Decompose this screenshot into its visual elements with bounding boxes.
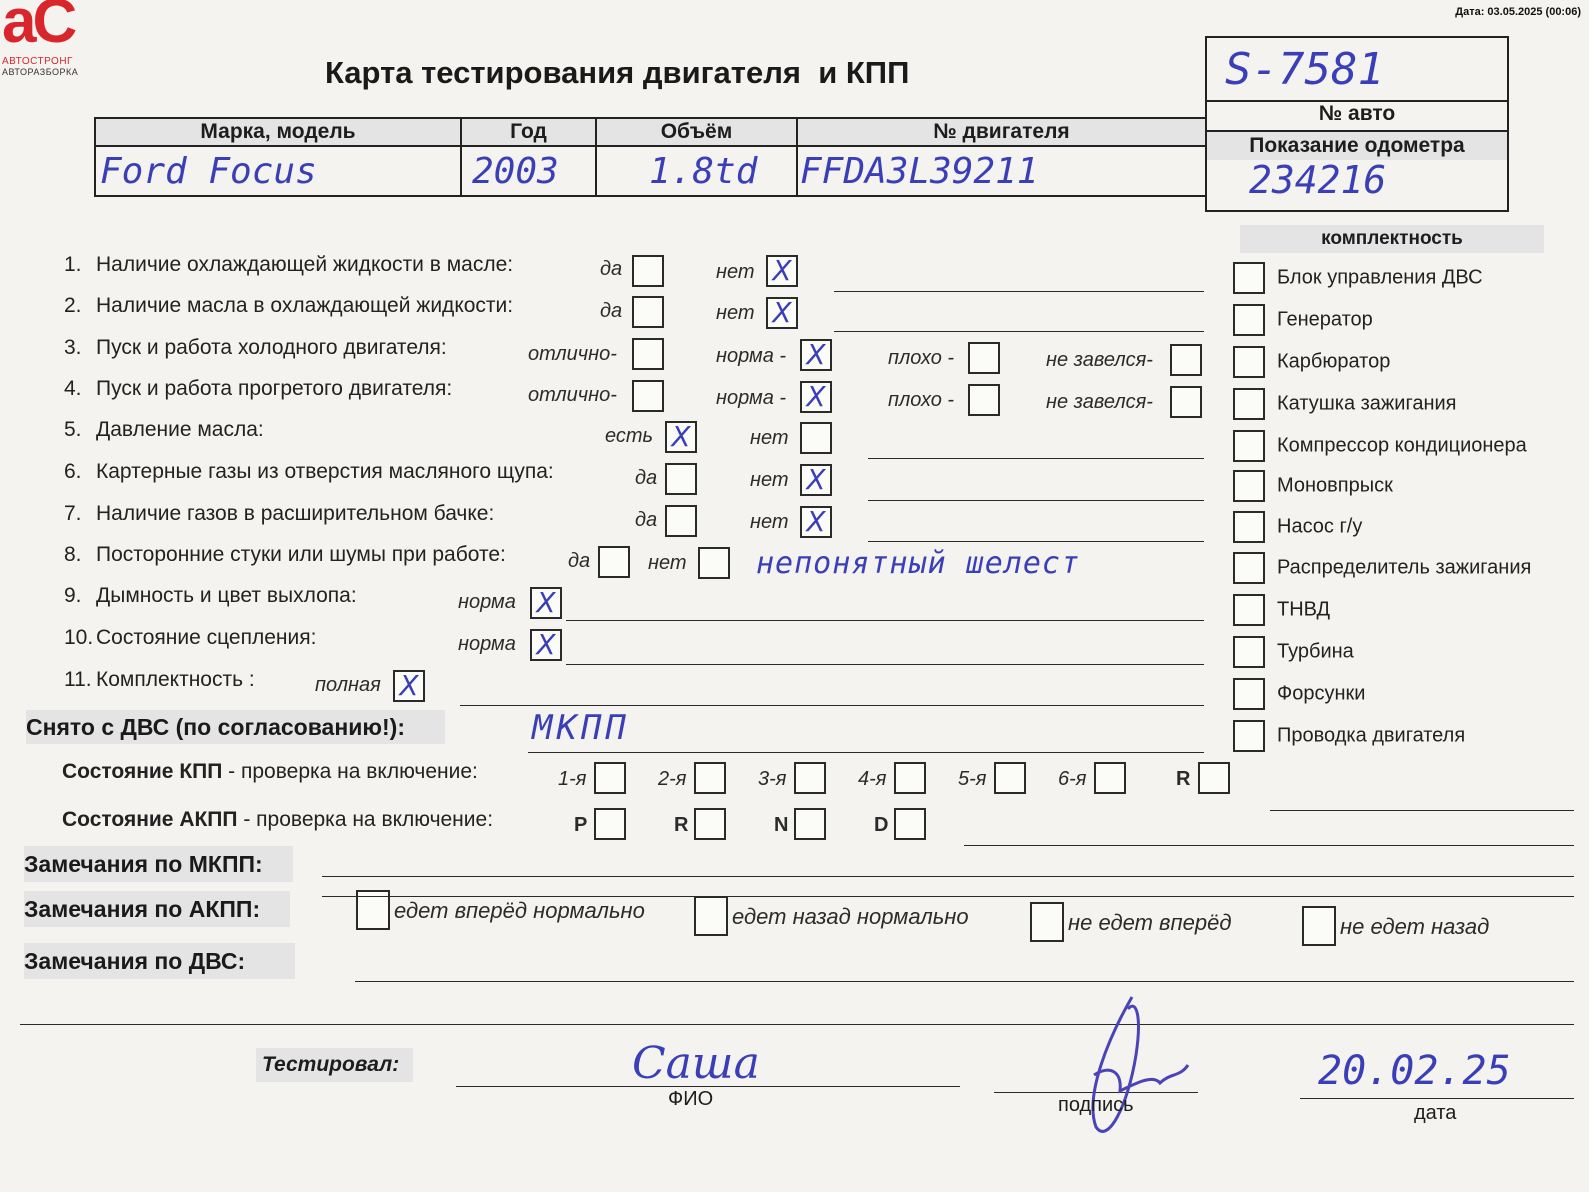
q2-opt-no-label: нет	[716, 302, 755, 324]
question-1: 1. Наличие охлаждающей жидкости в масле:	[64, 253, 514, 276]
q1-opt-no-label: нет	[716, 261, 755, 283]
q7-yes-checkbox[interactable]	[665, 505, 697, 537]
gear-checkbox[interactable]	[594, 762, 626, 794]
akpp-remark-checkbox[interactable]	[1030, 902, 1064, 942]
akpp-check-label: Состояние АКПП - проверка на включение:	[62, 808, 494, 831]
col-model-header: Марка, модель	[95, 118, 461, 146]
gear-checkbox[interactable]	[694, 762, 726, 794]
q11-full-label: полная	[315, 674, 381, 696]
q1-yes-checkbox[interactable]	[632, 255, 664, 287]
gear-checkbox[interactable]	[994, 762, 1026, 794]
kit-item-label: Катушка зажигания	[1277, 392, 1457, 415]
kit-item-label: Проводка двигателя	[1277, 724, 1466, 747]
akpp-remark-label: едет назад нормально	[732, 904, 969, 929]
q10-normal-checkbox[interactable]: X	[530, 629, 562, 661]
kit-item	[1233, 594, 1330, 626]
q6-yes-label: да	[635, 467, 658, 489]
kit-checkbox[interactable]	[1233, 346, 1265, 378]
gear-label: 3-я	[758, 768, 787, 790]
kit-item	[1233, 388, 1457, 420]
kit-checkbox[interactable]	[1233, 304, 1265, 336]
engine-number-value: FFDA3L39211	[797, 146, 1206, 196]
kit-item-label: Форсунки	[1277, 682, 1366, 705]
q3-bad-checkbox[interactable]	[968, 342, 1000, 374]
kit-item	[1233, 304, 1373, 336]
tested-by-label: Тестировал:	[256, 1048, 413, 1082]
kit-checkbox[interactable]	[1233, 636, 1265, 668]
gear-checkbox[interactable]	[794, 762, 826, 794]
q3-excellent-label: отлично-	[528, 343, 617, 365]
q7-no-checkbox[interactable]: X	[800, 506, 832, 538]
kit-checkbox[interactable]	[1233, 594, 1265, 626]
question-10: 10. Состояние сцепления:	[64, 626, 317, 649]
mode-label: D	[874, 814, 889, 836]
q2-opt-yes-label: да	[600, 300, 623, 322]
remarks-mkpp-label: Замечания по МКПП:	[24, 846, 293, 882]
akpp-remark-checkbox[interactable]	[1302, 906, 1336, 946]
gear-label: 4-я	[858, 768, 887, 790]
company-logo	[0, 0, 105, 78]
q4-normal-label: норма -	[716, 387, 787, 409]
kit-item-label: Карбюратор	[1277, 350, 1391, 373]
car-number-label: № авто	[1318, 102, 1396, 125]
kit-checkbox[interactable]	[1233, 470, 1265, 502]
q6-no-checkbox[interactable]: X	[800, 464, 832, 496]
q6-no-label: нет	[750, 469, 789, 491]
removed-value: МКПП	[532, 708, 630, 748]
q4-excellent-checkbox[interactable]	[632, 380, 664, 412]
removed-label: Снято с ДВС (по согласованию!):	[26, 710, 445, 744]
question-8: 8. Посторонние стуки или шумы при работе:	[64, 543, 506, 566]
kit-item	[1233, 552, 1531, 584]
kit-checkbox[interactable]	[1233, 511, 1265, 543]
volume-value: 1.8td	[596, 146, 797, 196]
question-2: 2. Наличие масла в охлаждающей жидкости:	[64, 294, 514, 317]
q10-normal-label: норма	[458, 633, 516, 655]
mode-label: N	[774, 814, 789, 836]
kit-checkbox[interactable]	[1233, 430, 1265, 462]
q3-excellent-checkbox[interactable]	[632, 338, 664, 370]
mode-label: R	[674, 814, 689, 836]
q1-no-checkbox[interactable]: X	[766, 255, 798, 287]
kit-item-label: Распределитель зажигания	[1277, 556, 1532, 579]
col-volume-header: Объём	[596, 118, 797, 146]
mkpp-check-label: Состояние КПП - проверка на включение:	[62, 760, 478, 783]
q5-present-label: есть	[605, 425, 654, 447]
kit-item-label: Турбина	[1277, 640, 1354, 663]
kit-item-label: Блок управления ДВС	[1277, 266, 1483, 289]
date-stamp: Дата: 03.05.2025 (00:06)	[1455, 6, 1581, 18]
q7-no-label: нет	[750, 511, 789, 533]
q7-yes-label: да	[635, 509, 658, 531]
q4-normal-checkbox[interactable]: X	[800, 381, 832, 413]
question-5: 5. Давление масла:	[64, 418, 264, 441]
kit-item-label: Насос г/у	[1277, 515, 1363, 538]
q11-full-checkbox[interactable]: X	[393, 670, 425, 702]
kit-checkbox[interactable]	[1233, 552, 1265, 584]
logo-line1: АВТОСТРОНГ	[2, 56, 73, 67]
question-7: 7. Наличие газов в расширительном бачке:	[64, 502, 495, 525]
kit-checkbox[interactable]	[1233, 720, 1265, 752]
q1-opt-yes-label: да	[600, 258, 623, 280]
kit-item-label: Моновпрыск	[1277, 474, 1393, 497]
gear-checkbox[interactable]	[894, 762, 926, 794]
page-title: Карта тестирования двигателя и КПП	[325, 55, 910, 90]
kit-item-label: ТНВД	[1277, 598, 1331, 621]
remarks-akpp-label: Замечания по АКПП:	[24, 891, 290, 927]
q4-no-start-label: не завелся-	[1046, 391, 1153, 413]
kit-checkbox[interactable]	[1233, 262, 1265, 294]
kit-title: комплектность	[1240, 225, 1544, 253]
date-caption: дата	[1414, 1102, 1457, 1124]
logo-mark: аС	[2, 0, 74, 56]
akpp-remark-checkbox[interactable]	[694, 896, 728, 936]
col-engine-header: № двигателя	[797, 118, 1206, 146]
remarks-dvs-label: Замечания по ДВС:	[24, 943, 295, 979]
gear-checkbox[interactable]	[1198, 762, 1230, 794]
kit-item	[1233, 346, 1390, 378]
q8-yes-checkbox[interactable]	[598, 546, 630, 578]
question-9: 9. Дымность и цвет выхлопа:	[64, 584, 357, 607]
kit-item-label: Генератор	[1277, 308, 1373, 331]
kit-checkbox[interactable]	[1233, 388, 1265, 420]
q5-present-checkbox[interactable]: X	[665, 421, 697, 453]
question-3: 3. Пуск и работа холодного двигателя:	[64, 336, 447, 359]
akpp-remark-label: не едет назад	[1340, 914, 1490, 939]
signature	[1070, 995, 1200, 1145]
car-number-block	[1205, 36, 1509, 212]
gear-checkbox[interactable]	[1094, 762, 1126, 794]
odometer-value: 234216	[1249, 158, 1387, 202]
signature-caption: подпись	[1058, 1094, 1134, 1116]
akpp-remark-label: едет вперёд нормально	[394, 898, 645, 923]
q8-no-label: нет	[648, 552, 687, 574]
q8-yes-label: да	[568, 550, 591, 572]
q5-absent-checkbox[interactable]	[800, 422, 832, 454]
model-value: Ford Focus	[95, 146, 461, 196]
q9-normal-checkbox[interactable]: X	[530, 587, 562, 619]
gear-label: 5-я	[958, 768, 987, 790]
odometer-label: Показание одометра	[1207, 130, 1507, 160]
test-date: 20.02.25	[1318, 1048, 1511, 1094]
kit-item-label: Компрессор кондиционера	[1277, 434, 1527, 457]
q2-yes-checkbox[interactable]	[632, 296, 664, 328]
question-1-text: Наличие охлаждающей жидкости в масле:	[96, 253, 514, 276]
question-11: 11. Комплектность :	[64, 668, 255, 691]
q3-no-start-checkbox[interactable]	[1170, 344, 1202, 376]
gear-label: R	[1176, 768, 1191, 790]
kit-checkbox[interactable]	[1233, 678, 1265, 710]
kit-item	[1233, 678, 1365, 710]
q3-normal-checkbox[interactable]: X	[800, 339, 832, 371]
kit-item	[1233, 430, 1527, 462]
q3-bad-label: плохо -	[888, 347, 955, 369]
car-number-value: S-7581	[1225, 44, 1384, 95]
q6-yes-checkbox[interactable]	[665, 463, 697, 495]
mode-checkbox[interactable]	[594, 808, 626, 840]
kit-item	[1233, 636, 1354, 668]
q3-no-start-label: не завелся-	[1046, 349, 1153, 371]
q4-bad-checkbox[interactable]	[968, 384, 1000, 416]
mode-checkbox[interactable]	[794, 808, 826, 840]
name-caption: ФИО	[668, 1088, 714, 1110]
col-year-header: Год	[461, 118, 596, 146]
gear-label: 6-я	[1058, 768, 1087, 790]
kit-item	[1233, 262, 1483, 294]
kit-item	[1233, 470, 1393, 502]
kit-item	[1233, 720, 1465, 752]
kit-item	[1233, 511, 1362, 543]
logo-line2: АВТОРАЗБОРКА	[2, 67, 79, 77]
tester-name: Саша	[632, 1038, 760, 1089]
q8-no-checkbox[interactable]	[698, 547, 730, 579]
q4-no-start-checkbox[interactable]	[1170, 386, 1202, 418]
q9-normal-label: норма	[458, 591, 516, 613]
q5-absent-label: нет	[750, 427, 789, 449]
akpp-remark-label: не едет вперёд	[1068, 910, 1232, 935]
gear-label: 2-я	[658, 768, 687, 790]
q2-no-checkbox[interactable]: X	[766, 297, 798, 329]
q4-bad-label: плохо -	[888, 389, 955, 411]
q8-note: непонятный шелест	[756, 546, 1081, 581]
q3-normal-label: норма -	[716, 345, 787, 367]
year-value: 2003	[461, 146, 596, 196]
mode-checkbox[interactable]	[694, 808, 726, 840]
mode-checkbox[interactable]	[894, 808, 926, 840]
vehicle-info-table	[94, 117, 1207, 197]
question-4: 4. Пуск и работа прогретого двигателя:	[64, 377, 453, 400]
q4-excellent-label: отлично-	[528, 384, 617, 406]
question-6: 6. Картерные газы из отверстия масляного щупа:	[64, 460, 554, 483]
gear-label: 1-я	[558, 768, 587, 790]
mode-label: P	[574, 814, 588, 836]
